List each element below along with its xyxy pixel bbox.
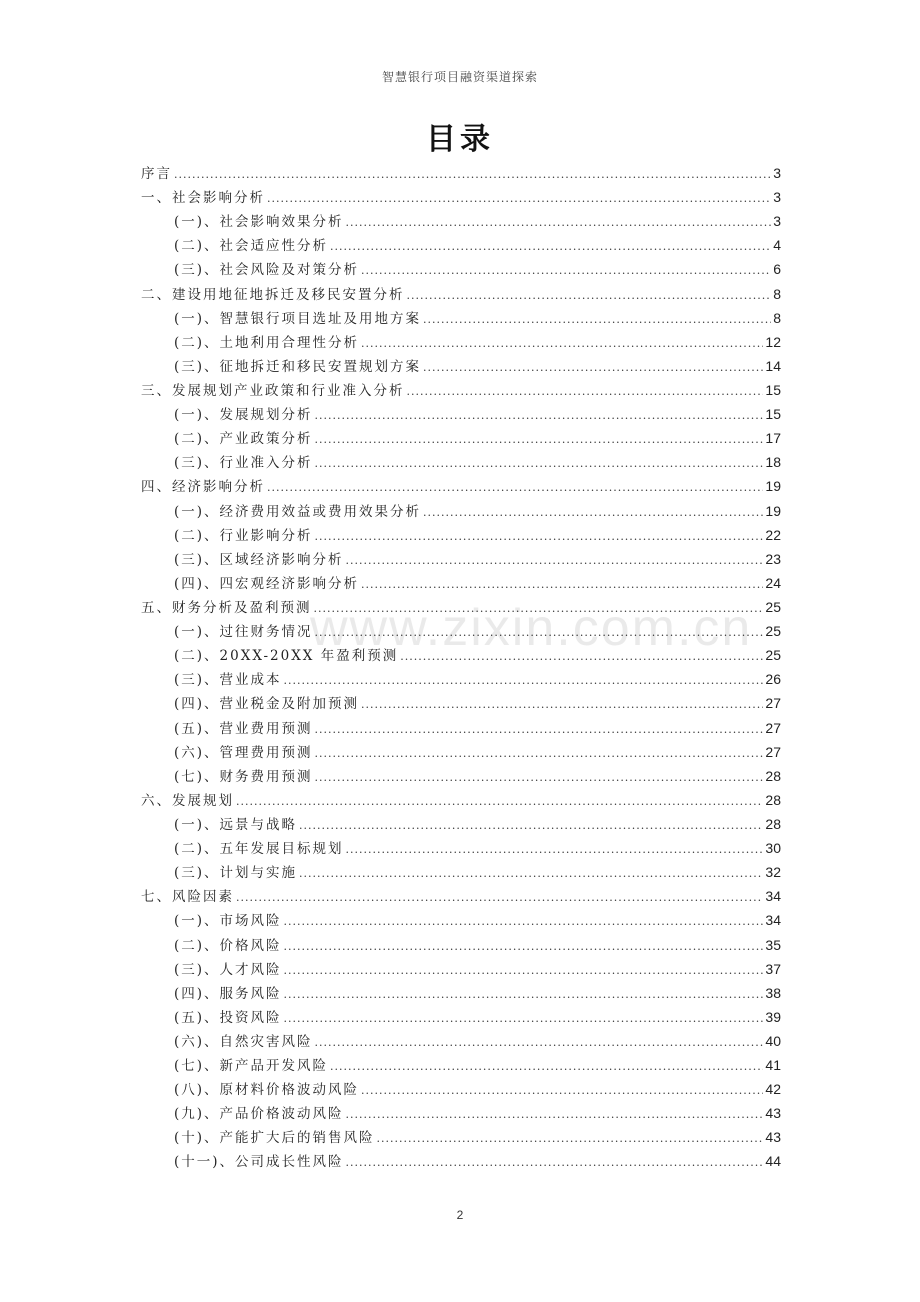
toc-subentry[interactable]: [141, 764, 781, 788]
toc-subentry[interactable]: [141, 547, 781, 571]
toc-leader-dots: [346, 549, 764, 573]
toc-entry-page: 37: [765, 960, 781, 977]
toc-entry[interactable]: [141, 378, 781, 402]
toc-entry-title: (四)、四宏观经济影响分析: [174, 575, 360, 592]
toc-leader-dots: [407, 284, 772, 308]
toc-entry-page: 8: [773, 309, 781, 326]
toc-entry-title: 三、发展规划产业政策和行业准入分析: [141, 382, 405, 399]
toc-entry-page: 43: [765, 1105, 781, 1122]
toc-subentry[interactable]: [141, 209, 781, 233]
page-title: 目录: [426, 122, 494, 157]
toc-entry-page: 30: [765, 840, 781, 857]
toc-subentry[interactable]: [141, 257, 781, 281]
toc-leader-dots: [377, 1127, 764, 1151]
toc-entry-page: 42: [765, 1081, 781, 1098]
toc-subentry[interactable]: [141, 933, 781, 957]
toc-entry-title: (五)、营业费用预测: [174, 720, 313, 737]
toc-leader-dots: [361, 259, 771, 283]
toc-entry-page: 24: [765, 574, 781, 591]
toc-leader-dots: [330, 235, 771, 259]
toc-entry-title: (二)、20XX-20XX 年盈利预测: [174, 648, 399, 665]
toc-leader-dots: [267, 476, 763, 500]
toc-leader-dots: [423, 356, 763, 380]
toc-leader-dots: [284, 935, 764, 959]
toc-leader-dots: [361, 1079, 763, 1103]
toc-subentry[interactable]: [141, 1029, 781, 1053]
toc-entry-page: 25: [765, 623, 781, 640]
toc-entry-title: (一)、发展规划分析: [174, 407, 313, 424]
toc-leader-dots: [284, 959, 764, 983]
toc-entry-page: 14: [765, 357, 781, 374]
toc-entry-page: 28: [765, 767, 781, 784]
toc-subentry[interactable]: [141, 571, 781, 595]
toc-subentry[interactable]: [141, 716, 781, 740]
toc-subentry[interactable]: [141, 402, 781, 426]
toc-entry-page: 3: [773, 189, 781, 206]
toc-leader-dots: [315, 404, 764, 428]
toc-leader-dots: [299, 862, 763, 886]
toc-entry-title: (一)、过往财务情况: [174, 624, 313, 641]
toc-leader-dots: [407, 380, 764, 404]
toc-subentry[interactable]: [141, 812, 781, 836]
toc-entry-title: (三)、征地拆迁和移民安置规划方案: [174, 358, 422, 375]
toc-subentry[interactable]: [141, 1053, 781, 1077]
toc-leader-dots: [315, 742, 764, 766]
table-of-contents: [141, 161, 781, 1174]
toc-subentry[interactable]: [141, 306, 781, 330]
toc-entry-page: 3: [773, 213, 781, 230]
toc-entry-page: 27: [765, 719, 781, 736]
toc-leader-dots: [346, 211, 772, 235]
toc-leader-dots: [315, 452, 764, 476]
toc-entry-title: (七)、财务费用预测: [174, 768, 313, 785]
toc-leader-dots: [267, 187, 771, 211]
toc-leader-dots: [315, 1031, 764, 1055]
toc-entry-page: 39: [765, 1008, 781, 1025]
toc-entry-page: 15: [765, 381, 781, 398]
toc-entry[interactable]: [141, 185, 781, 209]
toc-entry-title: 序言: [141, 166, 172, 182]
toc-entry-title: (二)、行业影响分析: [174, 527, 313, 544]
toc-leader-dots: [315, 718, 764, 742]
toc-entry-page: 15: [765, 406, 781, 423]
toc-entry[interactable]: [141, 788, 781, 812]
toc-entry-title: (五)、投资风险: [174, 1009, 282, 1026]
toc-entry-title: (二)、价格风险: [174, 937, 282, 954]
toc-subentry[interactable]: [141, 426, 781, 450]
toc-leader-dots: [299, 814, 763, 838]
toc-subentry[interactable]: [141, 691, 781, 715]
toc-leader-dots: [315, 621, 764, 645]
toc-entry-page: 28: [765, 815, 781, 832]
toc-leader-dots: [284, 1007, 764, 1031]
toc-entry[interactable]: [141, 595, 781, 619]
toc-entry-page: 32: [765, 864, 781, 881]
toc-entry-title: 四、经济影响分析: [141, 479, 265, 496]
toc-leader-dots: [236, 886, 763, 910]
toc-subentry[interactable]: [141, 643, 781, 667]
toc-subentry[interactable]: [141, 740, 781, 764]
toc-entry-page: 25: [765, 647, 781, 664]
toc-entry-title: (一)、远景与战略: [174, 816, 298, 833]
toc-entry[interactable]: [141, 884, 781, 908]
toc-entry-page: 41: [765, 1057, 781, 1074]
toc-subentry[interactable]: [141, 450, 781, 474]
toc-entry[interactable]: [141, 474, 781, 498]
toc-leader-dots: [423, 308, 771, 332]
toc-entry-title: (八)、原材料价格波动风险: [174, 1082, 360, 1099]
toc-subentry[interactable]: [141, 957, 781, 981]
toc-subentry[interactable]: [141, 1101, 781, 1125]
toc-entry-title: (二)、土地利用合理性分析: [174, 334, 360, 351]
toc-leader-dots: [284, 983, 764, 1007]
toc-leader-dots: [174, 163, 771, 187]
toc-leader-dots: [346, 1151, 764, 1175]
toc-entry-title: (二)、社会适应性分析: [174, 238, 329, 255]
toc-leader-dots: [361, 693, 763, 717]
toc-leader-dots: [400, 645, 763, 669]
toc-subentry[interactable]: [141, 233, 781, 257]
toc-entry-page: 40: [765, 1032, 781, 1049]
toc-entry-title: 七、风险因素: [141, 889, 234, 906]
toc-entry-page: 18: [765, 454, 781, 471]
toc-entry-title: 六、发展规划: [141, 792, 234, 809]
toc-entry-title: 二、建设用地征地拆迁及移民安置分析: [141, 286, 405, 303]
toc-leader-dots: [284, 669, 764, 693]
toc-entry-page: 28: [765, 791, 781, 808]
toc-entry-title: 五、财务分析及盈利预测: [141, 599, 312, 616]
toc-entry-page: 6: [773, 261, 781, 278]
toc-entry-page: 19: [765, 478, 781, 495]
toc-entry-page: 38: [765, 984, 781, 1001]
toc-leader-dots: [314, 597, 764, 621]
toc-leader-dots: [361, 332, 763, 356]
toc-leader-dots: [346, 838, 764, 862]
toc-entry-title: 一、社会影响分析: [141, 190, 265, 207]
toc-subentry[interactable]: [141, 619, 781, 643]
toc-entry-page: 35: [765, 936, 781, 953]
toc-subentry[interactable]: [141, 1077, 781, 1101]
running-header: 智慧银行项目融资渠道探索: [381, 70, 538, 84]
toc-entry-title: (四)、营业税金及附加预测: [174, 696, 360, 713]
toc-entry-title: (三)、区域经济影响分析: [174, 551, 344, 568]
toc-entry-page: 8: [773, 285, 781, 302]
toc-entry[interactable]: [141, 282, 781, 306]
toc-entry-page: 34: [765, 912, 781, 929]
toc-subentry[interactable]: [141, 330, 781, 354]
toc-entry-title: (十)、产能扩大后的销售风险: [174, 1130, 375, 1147]
toc-entry-page: 27: [765, 743, 781, 760]
toc-leader-dots: [361, 573, 763, 597]
toc-subentry[interactable]: [141, 836, 781, 860]
toc-subentry[interactable]: [141, 523, 781, 547]
toc-entry-title: (一)、智慧银行项目选址及用地方案: [174, 310, 422, 327]
toc-entry-title: (十一)、公司成长性风险: [174, 1154, 344, 1171]
toc-entry-page: 27: [765, 695, 781, 712]
toc-subentry[interactable]: [141, 1125, 781, 1149]
toc-leader-dots: [330, 1055, 763, 1079]
toc-leader-dots: [346, 1103, 764, 1127]
toc-subentry[interactable]: [141, 1005, 781, 1029]
watermark: www.zixin.com.cn: [310, 599, 753, 657]
toc-entry-title: (三)、社会风险及对策分析: [174, 262, 360, 279]
toc-subentry[interactable]: [141, 908, 781, 932]
toc-leader-dots: [284, 910, 764, 934]
toc-entry-page: 17: [765, 430, 781, 447]
toc-entry-page: 25: [765, 598, 781, 615]
toc-entry-page: 4: [773, 237, 781, 254]
toc-subentry[interactable]: [141, 499, 781, 523]
page-number: 2: [456, 1208, 464, 1222]
toc-entry-title: (三)、营业成本: [174, 672, 282, 689]
toc-entry-page: 43: [765, 1129, 781, 1146]
toc-entry-title: (九)、产品价格波动风险: [174, 1106, 344, 1123]
toc-entry-page: 12: [765, 333, 781, 350]
toc-entry-page: 34: [765, 888, 781, 905]
toc-subentry[interactable]: [141, 860, 781, 884]
toc-entry-title: (二)、产业政策分析: [174, 431, 313, 448]
toc-entry-title: (七)、新产品开发风险: [174, 1058, 329, 1075]
toc-entry-title: (六)、自然灾害风险: [174, 1033, 313, 1050]
toc-entry-page: 23: [765, 550, 781, 567]
toc-subentry[interactable]: [141, 354, 781, 378]
toc-leader-dots: [315, 766, 764, 790]
toc-leader-dots: [423, 501, 763, 525]
toc-leader-dots: [315, 525, 764, 549]
toc-subentry[interactable]: [141, 1149, 781, 1173]
toc-entry[interactable]: [141, 161, 781, 185]
toc-entry-page: 3: [773, 165, 781, 181]
toc-entry-page: 22: [765, 526, 781, 543]
toc-leader-dots: [315, 428, 764, 452]
toc-entry-title: (三)、行业准入分析: [174, 455, 313, 472]
toc-entry-title: (二)、五年发展目标规划: [174, 841, 344, 858]
toc-entry-title: (三)、人才风险: [174, 961, 282, 978]
toc-entry-page: 19: [765, 502, 781, 519]
toc-entry-title: (一)、市场风险: [174, 913, 282, 930]
toc-subentry[interactable]: [141, 981, 781, 1005]
toc-entry-title: (一)、社会影响效果分析: [174, 214, 344, 231]
toc-subentry[interactable]: [141, 667, 781, 691]
toc-entry-title: (四)、服务风险: [174, 985, 282, 1002]
toc-entry-page: 26: [765, 671, 781, 688]
toc-entry-title: (三)、计划与实施: [174, 865, 298, 882]
toc-entry-page: 44: [765, 1153, 781, 1170]
toc-entry-title: (一)、经济费用效益或费用效果分析: [174, 503, 422, 520]
toc-entry-title: (六)、管理费用预测: [174, 744, 313, 761]
toc-leader-dots: [236, 790, 763, 814]
